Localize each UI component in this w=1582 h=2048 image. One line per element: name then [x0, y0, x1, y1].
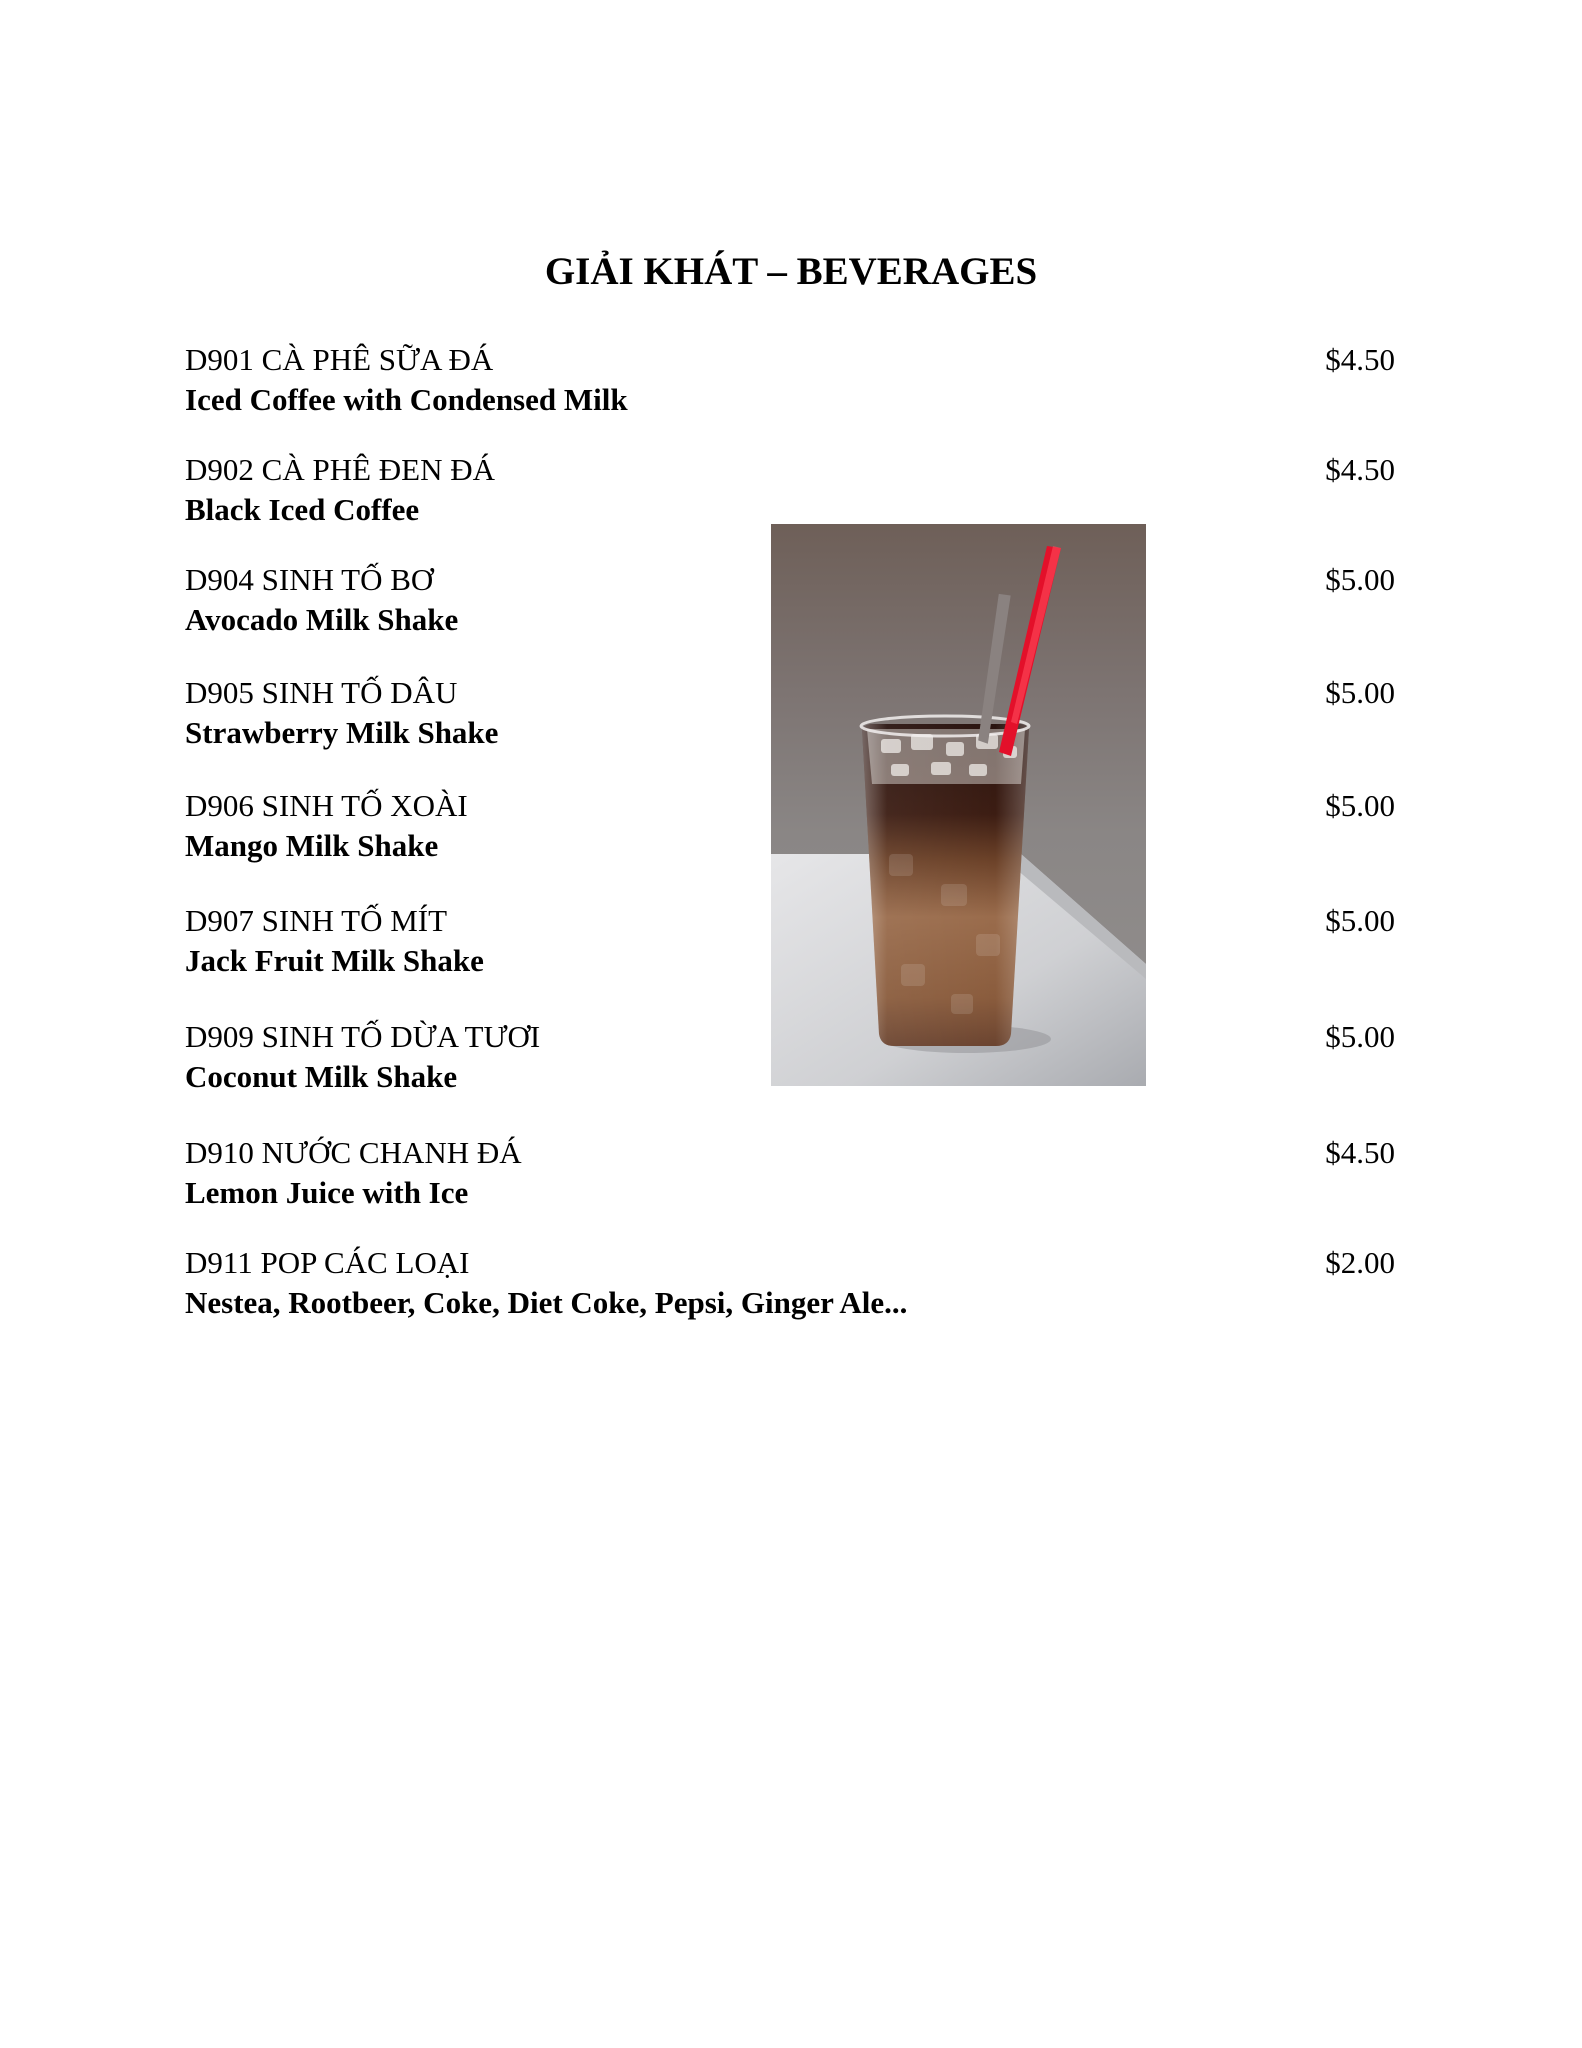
item-description: Black Iced Coffee	[185, 492, 420, 527]
page-title: GIẢI KHÁT – BEVERAGES	[544, 250, 1038, 293]
item-name: D911 POP CÁC LOẠI	[185, 1245, 470, 1280]
item-price: $4.50	[1325, 452, 1395, 487]
item-description: Coconut Milk Shake	[185, 1059, 458, 1094]
item-name: D910 NƯỚC CHANH ĐÁ	[185, 1135, 522, 1170]
item-name: D906 SINH TỐ XOÀI	[185, 788, 468, 823]
menu-item	[185, 1243, 1395, 1353]
item-name: D904 SINH TỐ BƠ	[185, 562, 434, 597]
menu-item	[185, 340, 1395, 450]
item-price: $4.50	[1325, 342, 1395, 377]
item-description: Lemon Juice with Ice	[185, 1175, 469, 1210]
item-price: $5.00	[1325, 1019, 1395, 1054]
item-price: $5.00	[1325, 788, 1395, 823]
menu-item	[185, 1133, 1395, 1243]
item-description: Mango Milk Shake	[185, 828, 439, 863]
item-name: D901 CÀ PHÊ SỮA ĐÁ	[185, 342, 494, 377]
item-price: $5.00	[1325, 675, 1395, 710]
item-price: $5.00	[1325, 903, 1395, 938]
item-description: Iced Coffee with Condensed Milk	[185, 382, 628, 417]
item-name: D907 SINH TỐ MÍT	[185, 903, 448, 938]
item-description: Strawberry Milk Shake	[185, 715, 499, 750]
item-name: D902 CÀ PHÊ ĐEN ĐÁ	[185, 452, 495, 487]
item-price: $4.50	[1325, 1135, 1395, 1170]
item-description: Jack Fruit Milk Shake	[185, 943, 484, 978]
item-price: $5.00	[1325, 562, 1395, 597]
item-name: D905 SINH TỐ DÂU	[185, 675, 458, 710]
item-description: Nestea, Rootbeer, Coke, Diet Coke, Pepsi, Ginger Ale...	[185, 1285, 908, 1320]
item-price: $2.00	[1325, 1245, 1395, 1280]
item-description: Avocado Milk Shake	[185, 602, 459, 637]
item-name: D909 SINH TỐ DỪA TƯƠI	[185, 1019, 541, 1054]
iced-coffee-photo	[771, 524, 1146, 1086]
